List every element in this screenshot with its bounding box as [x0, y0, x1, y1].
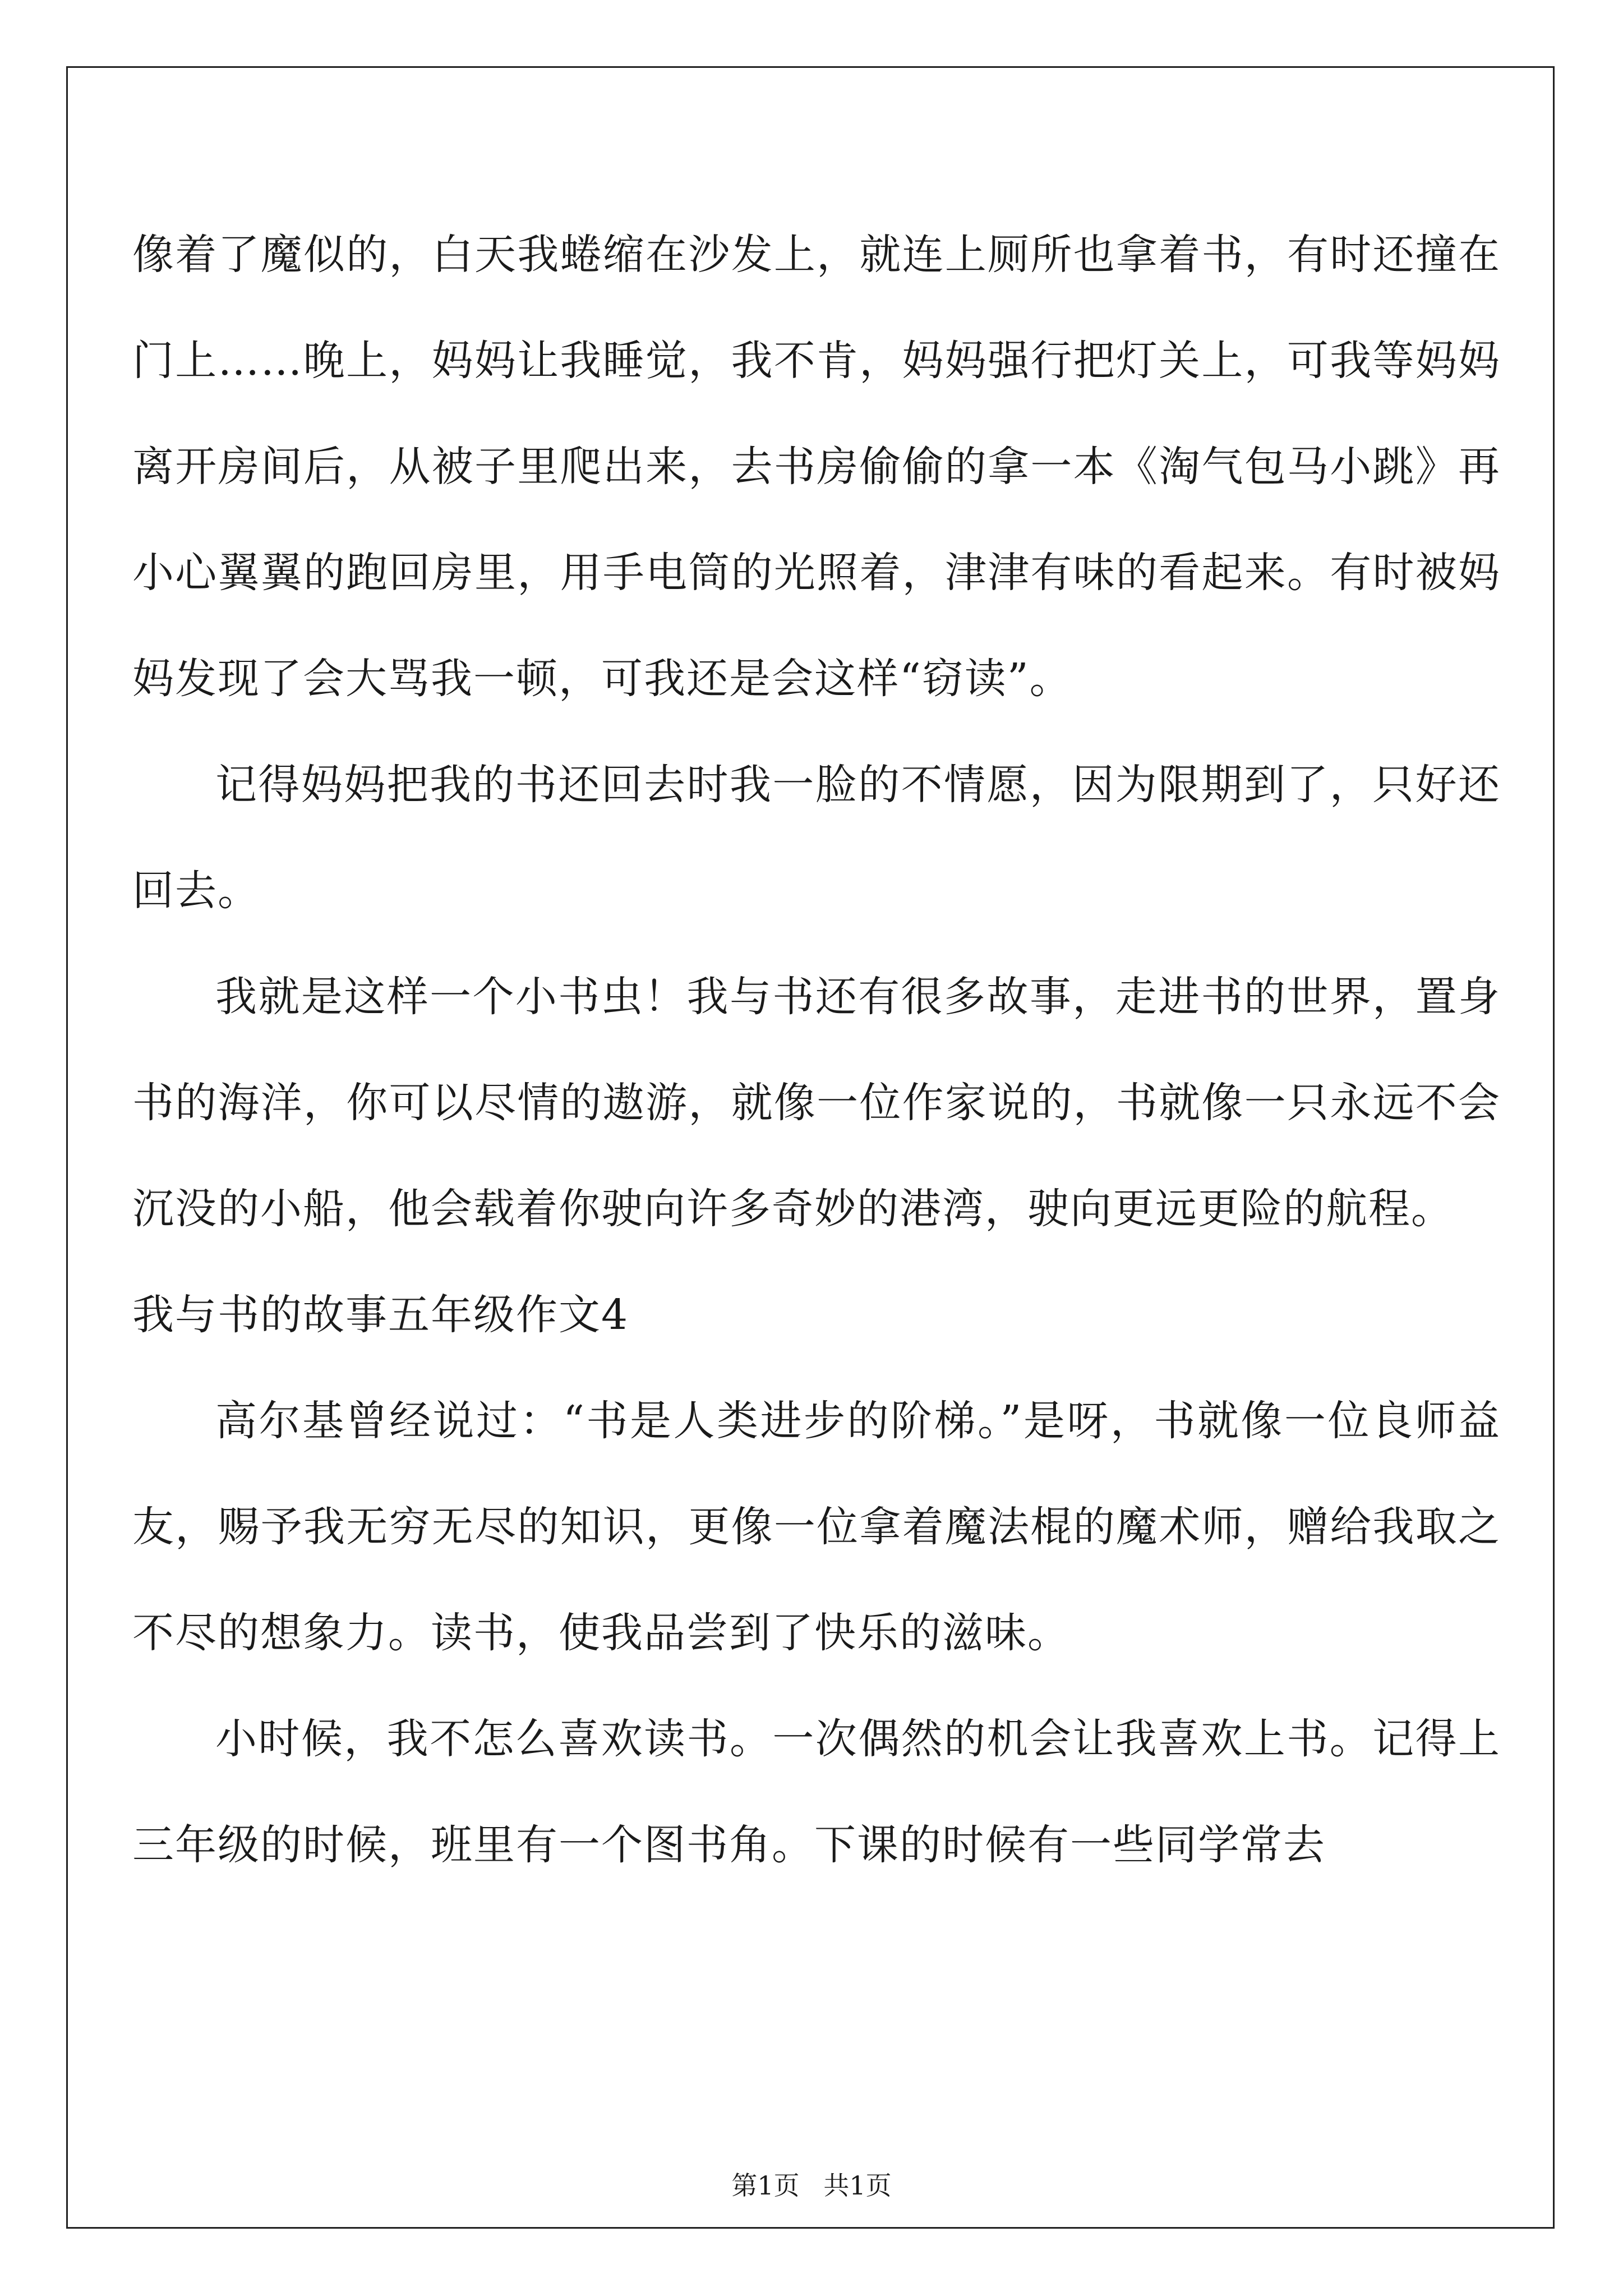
paragraph-5: 小时候，我不怎么喜欢读书。一次偶然的机会让我喜欢上书。记得上三年级的时候，班里有一个图书角。下课的时候有一些同学常去 [132, 1715, 1501, 1869]
section-heading: 我与书的故事五年级作文4 [132, 1291, 629, 1339]
paragraph-1: 像着了魔似的，白天我蜷缩在沙发上，就连上厕所也拿着书，有时还撞在门上……晚上，妈妈让我睡觉，我不肯，妈妈强行把灯关上，可我等妈妈离开房间后，从被子里爬出来，去书房偷偷的拿一本《淘气包马小跳》再小心翼翼的跑回房里，用手电筒的光照着，津津有味的看起来。有时被妈妈发现了会大骂我一顿，可我还是会这样“窃读”。 [132, 231, 1501, 703]
paragraph-2: 记得妈妈把我的书还回去时我一脸的不情愿，因为限期到了，只好还回去。 [132, 761, 1501, 915]
page-number: 第1页 [731, 2170, 800, 2201]
document-body [132, 202, 1501, 1898]
page-total: 共1页 [823, 2170, 892, 2201]
paragraph-4: 高尔基曾经说过：“书是人类进步的阶梯。”是呀，书就像一位良师益友，赐予我无穷无尽的知识，更像一位拿着魔法棍的魔术师，赠给我取之不尽的想象力。读书，使我品尝到了快乐的滋味。 [132, 1397, 1501, 1657]
paragraph-3: 我就是这样一个小书虫！我与书还有很多故事，走进书的世界，置身书的海洋，你可以尽情的遨游，就像一位作家说的，书就像一只永远不会沉没的小船，他会载着你驶向许多奇妙的港湾，驶向更远更险的航程。 [132, 973, 1501, 1233]
page-footer [0, 2165, 1623, 2202]
